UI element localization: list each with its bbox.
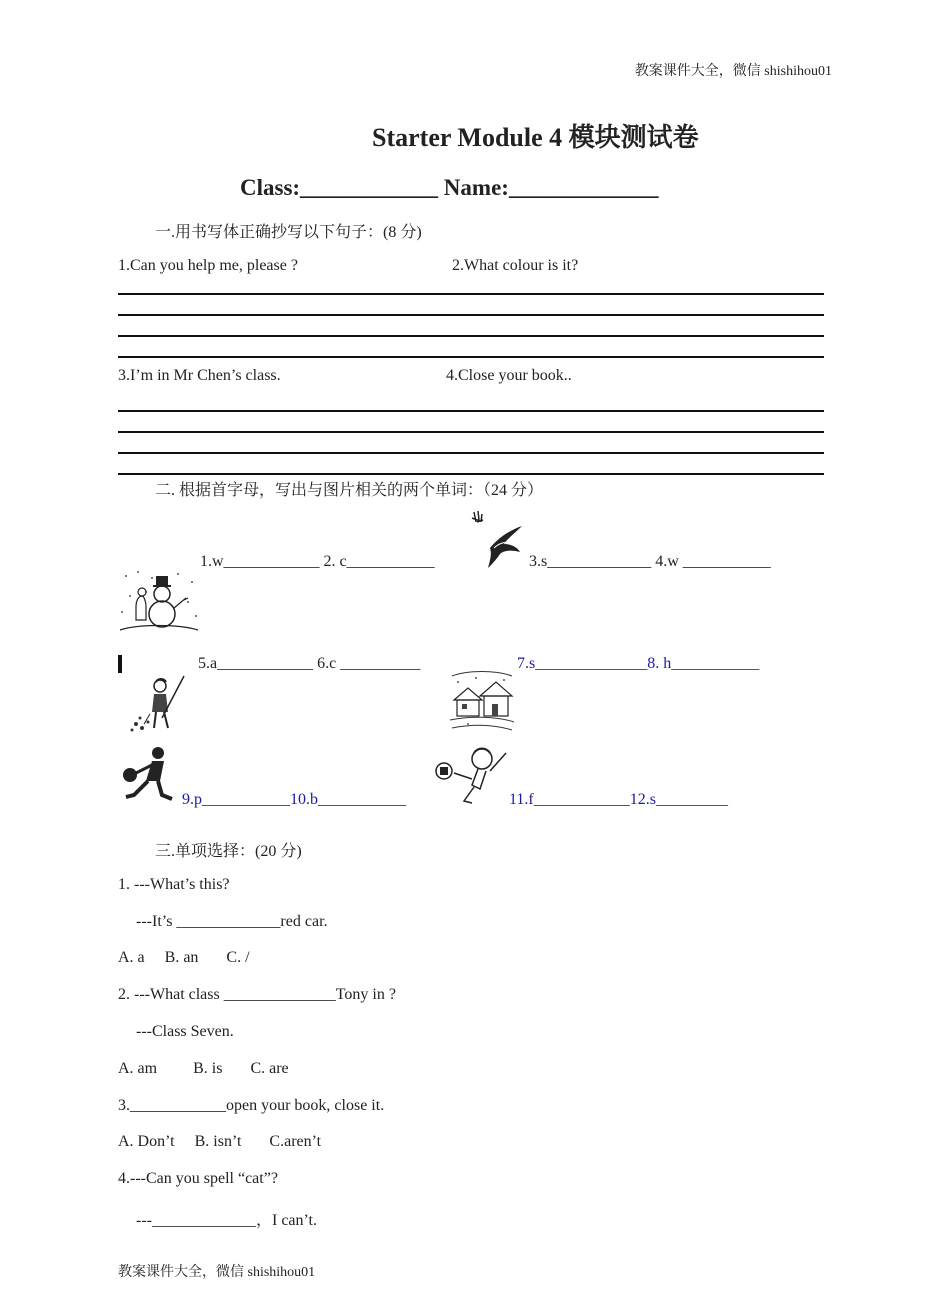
- page-header: 教案课件大全，微信 shishihou01: [634, 64, 832, 79]
- question-line: 3.____________open your book, close it.: [118, 1097, 385, 1114]
- writing-line: [118, 314, 824, 316]
- section2-heading: 二. 根据首字母，写出与图片相关的两个单词：（24 分）: [155, 482, 544, 499]
- row3-right-blanks: 11.f____________12.s_________: [509, 791, 728, 808]
- question-options: A. a B. an C. /: [118, 949, 250, 966]
- question-options: A. Don’t B. isn’t C.aren’t: [118, 1133, 322, 1150]
- question-line: ---Class Seven.: [136, 1023, 234, 1040]
- question-line: 2. ---What class ______________Tony in ?: [118, 986, 396, 1003]
- row3-left-blanks: 9.p___________10.b___________: [182, 791, 406, 808]
- page-title: Starter Module 4 模块测试卷: [372, 123, 699, 152]
- writing-line: [118, 410, 824, 412]
- question-line: ---It’s _____________red car.: [136, 913, 328, 930]
- writing-line: [118, 293, 824, 295]
- row1-right-blanks: 3.s_____________ 4.w ___________: [529, 553, 771, 570]
- row2-left-blanks: 5.a____________ 6.c __________: [198, 655, 421, 672]
- winter-village-picture: [448, 670, 516, 734]
- black-marker: [118, 655, 122, 673]
- sentence-3: 3.I’m in Mr Chen’s class.: [118, 367, 281, 384]
- football-kid-picture: [432, 745, 512, 805]
- section1-heading: 一.用书写体正确抄写以下句子：(8 分): [155, 224, 422, 241]
- question-options: A. am B. is C. are: [118, 1060, 289, 1077]
- sentence-2: 2.What colour is it?: [452, 257, 579, 274]
- writing-line: [118, 452, 824, 454]
- writing-line: [118, 356, 824, 358]
- question-line: 1. ---What’s this?: [118, 876, 230, 893]
- section3-heading: 三.单项选择：(20 分): [155, 843, 302, 860]
- sentence-4: 4.Close your book..: [446, 367, 572, 384]
- sentence-1: 1.Can you help me, please ?: [118, 257, 298, 274]
- page-footer: 教案课件大全，微信 shishihou01: [118, 1265, 316, 1280]
- question-line: ---_____________，I can’t.: [136, 1212, 318, 1229]
- writing-line: [118, 473, 824, 475]
- question-line: 4.---Can you spell “cat”?: [118, 1170, 278, 1187]
- basketball-player-picture: [118, 745, 178, 807]
- row2-right-blanks: 7.s______________8. h___________: [517, 655, 760, 672]
- row1-left-blanks: 1.w____________ 2. c___________: [200, 553, 435, 570]
- class-name-line: Class:____________ Name:_____________: [240, 175, 659, 200]
- swallow-picture: [468, 508, 526, 570]
- snowman-picture: [118, 568, 200, 634]
- writing-line: [118, 335, 824, 337]
- sweeping-leaves-picture: [126, 674, 190, 734]
- writing-line: [118, 431, 824, 433]
